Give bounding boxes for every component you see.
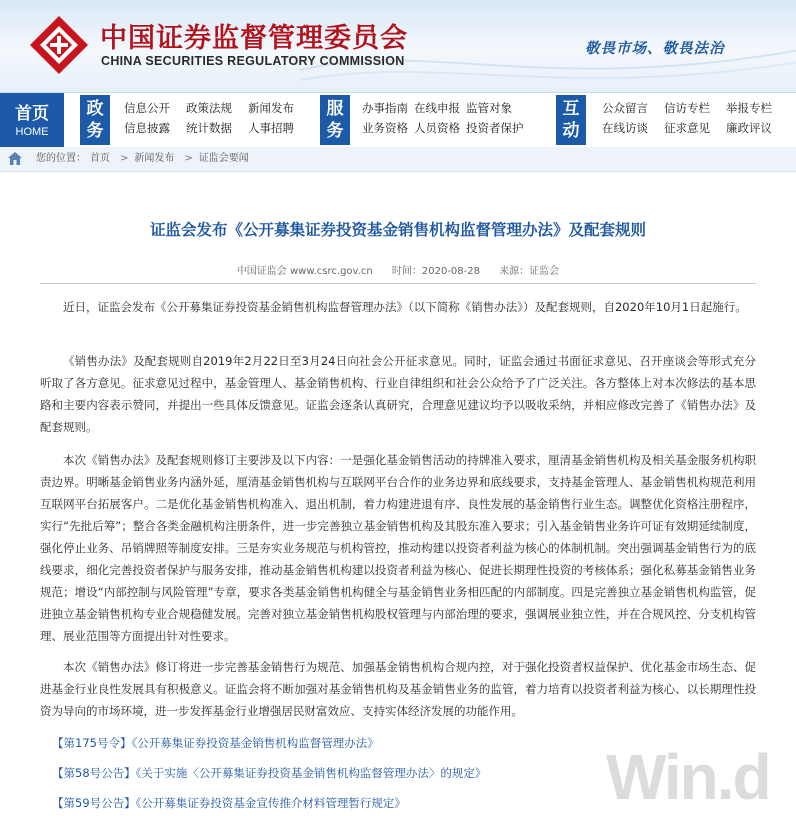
nav-link-biz-qualification[interactable]: 业务资格 — [362, 121, 408, 135]
article-source: 中国证监会 www.csrc.gov.cn — [236, 266, 373, 277]
article-paragraph: 本次《销售办法》及配套规则修订主要涉及以下内容：一是强化基金销售活动的持牌准入要求，厘清基金销售机构及相关基金服务机构职责边界。明晰基金销售业务内涵外延，厘清基金销售机构与互联网平台合作的业务边界和底线要求，支持基金管理人、基金销售机构规范利用互联网平台拓展客户。二是优化基金销售机构准入、退出机制，着力构建进退有序、良性发展的基金销售行业生态。调整优化资格注册程序，实行“先批后筹”；整合各类金融机构注册条件，进一步完善独立基金销售机构及其股东准入要求；引入基金销售业务许可证有效期延续制度，强化停止业务、吊销牌照等制度安排。三是夯实业务规范与机构管控，推动构建以投资者利益为核心的体制机制。突出强调基金销售行为的底线要求，细化完善投资者保护与服务安排，推动基金销售机构建以投资者利益为核心、促进长期理性投资的考核体系；强化私募基金销售业务规范；增设“内部控制与风险管理”专章，要求各类基金销售机构健全与基金销售业务相匹配的内部制度。四是完善独立基金销售机构监管，促进独立基金销售机构专业合规稳健发展。完善对独立基金销售机构股权管理与内部治理的要求，强调展业独立性，并在合规风控、分支机构管理、展业范围等方面提出针对性要求。 — [40, 453, 756, 643]
site-title-en: CHINA SECURITIES REGULATORY COMMISSION — [101, 54, 405, 68]
nav-link-recruitment[interactable]: 人事招聘 — [248, 121, 294, 135]
nav-link-staff-qualification[interactable]: 人员资格 — [414, 121, 460, 135]
article-title: 证监会发布《公开募集证券投资基金销售机构监督管理办法》及配套规则 — [149, 221, 646, 239]
article-paragraph: 《销售办法》及配套规则自2019年2月22日至3月24日向社会公开征求意见。同时，证监会通过书面征求意见、召开座谈会等形式充分听取了各方意见。征求意见过程中，基金管理人、基金销售机构、行业自律组织和社会公众给予了广泛关注。各方整体上对本次修法的基本思路和主要内容表示赞同，并提出一些具体反馈意见。证监会逐条认真研究，合理意见建议均予以吸收采纳，并相应修改完善了《销售办法》及配套规则。 — [40, 354, 756, 434]
breadcrumb-item-news[interactable]: 新闻发布 — [134, 153, 175, 164]
nav-link-supervised[interactable]: 监管对象 — [466, 101, 512, 115]
nav-link-policy[interactable]: 政策法规 — [186, 101, 232, 115]
nav-link-petition[interactable]: 信访专栏 — [664, 101, 710, 115]
nav-link-statistics[interactable]: 统计数据 — [186, 121, 232, 135]
article-time: 时间：2020-08-28 — [391, 266, 480, 277]
breadcrumb-separator: > — [184, 153, 193, 164]
breadcrumb-trail — [36, 147, 253, 171]
nav-link-guide[interactable]: 办事指南 — [362, 101, 408, 115]
breadcrumb-item-key-news[interactable]: 证监会要闻 — [198, 153, 249, 164]
nav-link-news[interactable]: 新闻发布 — [248, 101, 294, 115]
home-icon[interactable] — [8, 152, 22, 165]
wind-watermark: Win.d — [606, 741, 770, 813]
nav-link-solicit[interactable]: 征求意见 — [664, 121, 710, 135]
article-paragraph: 本次《销售办法》修订将进一步完善基金销售行为规范、加强基金销售机构合规内控，对于强化投资者权益保护、优化基金市场生态、促进基金行业良性发展具有积极意义。证监会将不断加强对基金销售机构及基金销售业务的监管，着力培育以投资者利益为核心、以长期理性投资为导向的市场环境，进一步发挥基金行业增强居民财富效应、支持实体经济发展的功能作用。 — [40, 660, 756, 718]
nav-section-government[interactable]: 政务 — [80, 95, 110, 145]
nav-link-disclosure[interactable]: 信息披露 — [124, 121, 170, 135]
main-nav — [0, 92, 796, 148]
nav-link-investor-protection[interactable]: 投资者保护 — [466, 121, 524, 135]
site-slogan: 敬畏市场、敬畏法治 — [585, 40, 725, 57]
attachment-link-notice-59[interactable]: 【第59号公告】《公开募集证券投资基金宣传推介材料管理暂行规定》 — [52, 796, 406, 810]
breadcrumb — [0, 147, 796, 172]
nav-link-info-open[interactable]: 信息公开 — [124, 101, 170, 115]
nav-link-public-message[interactable]: 公众留言 — [602, 101, 648, 115]
site-title-cn: 中国证券监督管理委员会 — [100, 23, 408, 54]
csrc-logo-icon[interactable] — [28, 14, 90, 76]
attachment-link-order-175[interactable]: 【第175号令】《公开募集证券投资基金销售机构监督管理办法》 — [52, 736, 379, 750]
site-header — [0, 0, 796, 92]
nav-section-service[interactable]: 服务 — [320, 95, 350, 145]
nav-link-integrity[interactable]: 廉政评议 — [726, 121, 772, 135]
attachment-link-notice-58[interactable]: 【第58号公告】《关于实施〈公开募集证券投资基金销售机构监督管理办法〉的规定》 — [52, 766, 487, 780]
home-button[interactable] — [0, 93, 64, 147]
title-divider — [40, 283, 756, 284]
article-meta — [0, 262, 796, 277]
home-label-en: HOME — [15, 126, 49, 138]
article-from: 来源：证监会 — [499, 266, 560, 277]
home-label-cn: 首页 — [15, 104, 49, 124]
nav-link-online-filing[interactable]: 在线申报 — [414, 101, 460, 115]
breadcrumb-separator: > — [120, 153, 129, 164]
article-paragraph: 近日，证监会发布《公开募集证券投资基金销售机构监督管理办法》（以下简称《销售办法》）及配套规则，自2020年10月1日起施行。 — [63, 300, 747, 314]
nav-link-interview[interactable]: 在线访谈 — [602, 121, 648, 135]
nav-link-report[interactable]: 举报专栏 — [726, 101, 772, 115]
breadcrumb-item-home[interactable]: 首页 — [90, 153, 110, 164]
breadcrumb-prefix: 您的位置： — [36, 153, 86, 164]
nav-section-interaction[interactable]: 互动 — [556, 95, 586, 145]
